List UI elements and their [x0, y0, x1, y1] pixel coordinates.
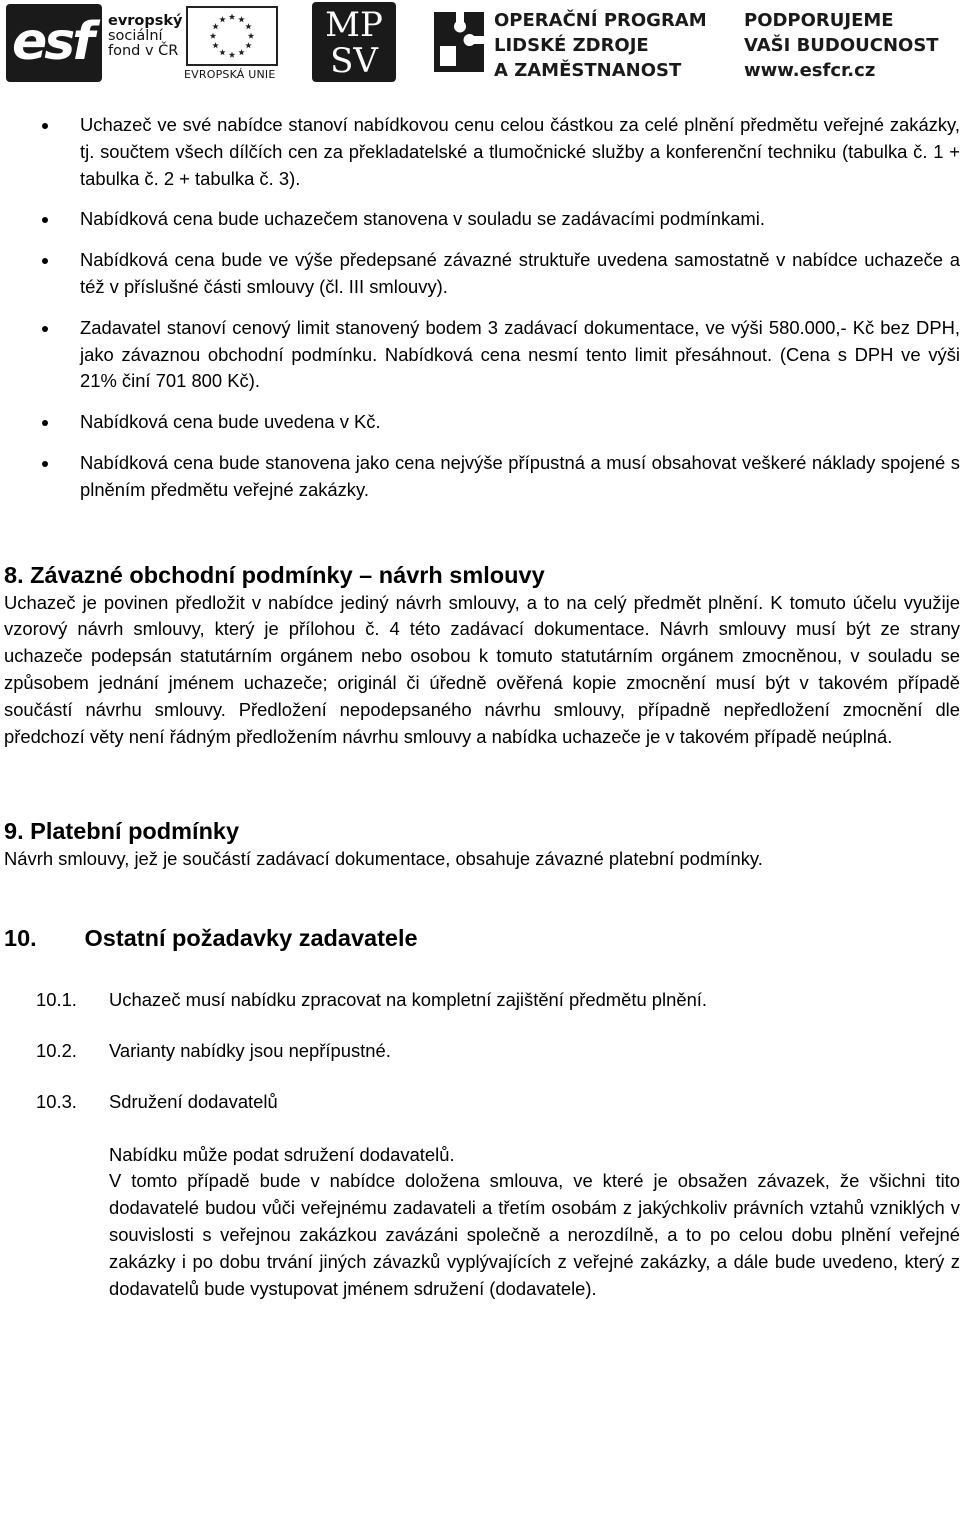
subsection-text: Uchazeč musí nabídku zpracovat na kompletní zajištění předmětu plnění. — [109, 989, 708, 1011]
list-item: Nabídková cena bude stanovena jako cena nejvýše přípustná a musí obsahovat veškeré náklady spojené s plněním předmětu veřejné zakázky. — [4, 450, 960, 504]
section-9-text: Návrh smlouvy, jež je součástí zadávací dokumentace, obsahuje závazné platební podmínky. — [4, 848, 763, 870]
subsection-item — [4, 987, 960, 1014]
mpsv-line-1: MP — [325, 5, 383, 45]
support-logo-text — [744, 8, 939, 83]
puzzle-icon — [430, 6, 488, 78]
section-8-number: 8. — [4, 561, 24, 588]
eu-star-icon — [238, 49, 244, 55]
mpsv-logo-box — [312, 2, 396, 82]
eu-star-icon — [219, 16, 225, 22]
document-body — [4, 112, 960, 1302]
esf-logo-letters: esf — [12, 12, 92, 72]
subsection-text: Sdružení dodavatelů — [109, 1090, 278, 1112]
section-8-text: Uchazeč je povinen předložit v nabídce jediný návrh smlouvy, a to na celý předmět plnění. K tomuto účelu využije vzorový návrh smlouvy, který je přílohou č. 4 této zadávací dokumentace. Návrh smlouvy musí být ze strany uchazeče podepsán statutárním orgánem nebo osobou k tomuto statutárním orgánem zmocněnou, v souladu se způsobem jednání jménem uchazeče; originál či úředně ověřená kopie zmocnění musí být v takovém případě součástí návrhu smlouvy. Předložení nepodepsaného návrhu smlouvy, případně nepředložení zmocnění dle předchozí věty není řádným předložením návrhu smlouvy a nabídka uchazeče je v takovém případě neúplná. — [4, 591, 960, 747]
op-logo-text — [494, 8, 707, 83]
support-line-1: PODPORUJEME — [744, 10, 894, 31]
eu-star-icon — [238, 16, 244, 22]
eu-star-icon — [212, 42, 218, 48]
price-conditions-list — [4, 112, 960, 504]
list-item: Nabídková cena bude uchazečem stanovena v souladu se zadávacími podmínkami. — [4, 206, 960, 233]
esf-line-3: fond v ČR — [108, 43, 179, 59]
esf-logo — [0, 0, 183, 88]
section-10-number: 10. — [4, 925, 37, 952]
mpsv-line-2: SV — [330, 41, 378, 81]
list-item: Nabídková cena bude ve výše předepsané závazné struktuře uvedena samostatně v nabídce uchazeče a též v příslušné části smlouvy (čl. III smlouvy). — [4, 247, 960, 301]
support-line-2: VAŠI BUDOUCNOST — [744, 35, 939, 56]
subsection-text: Varianty nabídky jsou nepřípustné. — [109, 1039, 391, 1061]
section-9-number: 9. — [4, 818, 24, 845]
subsection-number: 10.3. — [36, 1090, 77, 1112]
eu-star-icon — [245, 23, 251, 29]
op-line-2: LIDSKÉ ZDROJE — [494, 35, 649, 56]
section-8-heading — [4, 560, 960, 590]
section-10-items — [4, 987, 960, 1115]
eu-star-icon — [210, 33, 216, 39]
eu-star-icon — [229, 14, 235, 20]
list-item: Zadavatel stanoví cenový limit stanovený bodem 3 zadávací dokumentace, ve výši 580.000,- Kč bez DPH, jako závaznou obchodní podmínku. Nabídková cena nesmí tento limit přesáhnout. (Cena s DPH ve výši 21% činí 701 800 Kč). — [4, 315, 960, 395]
list-item: Nabídková cena bude uvedena v Kč. — [4, 409, 960, 436]
subsection-item — [4, 1038, 960, 1065]
support-logo — [744, 0, 960, 88]
subsection-number: 10.1. — [36, 989, 77, 1011]
esf-line-2: sociální — [108, 28, 163, 44]
mpsv-logo — [312, 0, 396, 88]
section-10-heading — [4, 923, 960, 953]
subsection-10-3-body — [4, 1142, 960, 1303]
subsection-number: 10.2. — [36, 1039, 77, 1061]
op-line-1: OPERAČNÍ PROGRAM — [494, 10, 707, 31]
eu-flag-icon — [186, 6, 278, 66]
eu-star-icon — [219, 49, 225, 55]
esf-logo-mark — [6, 4, 102, 82]
section-8-title: Závazné obchodní podmínky – návrh smlouvy — [30, 561, 545, 588]
section-9-title: Platební podmínky — [30, 818, 240, 845]
esf-line-1: evropský — [108, 13, 183, 29]
eu-star-icon — [229, 52, 235, 58]
eu-star-icon — [245, 42, 251, 48]
support-url: www.esfcr.cz — [744, 60, 876, 81]
list-item: Uchazeč ve své nabídce stanoví nabídkovou cenu celou částkou za celé plnění předmětu veřejné zakázky, tj. součtem všech dílčích cen za překladatelské a tlumočnické služby a konferenční techniku (tabulka č. 1 + tabulka č. 2 + tabulka č. 3). — [4, 112, 960, 192]
eu-star-icon — [212, 23, 218, 29]
section-10-title: Ostatní požadavky zadavatele — [84, 925, 418, 952]
eu-label: EVROPSKÁ UNIE — [184, 68, 276, 81]
eu-star-icon — [248, 33, 254, 39]
op-line-3: A ZAMĚSTNANOST — [494, 60, 682, 81]
subsection-item — [4, 1089, 960, 1116]
eu-logo — [182, 0, 282, 88]
op-logo — [430, 0, 720, 88]
subsection-lead: Nabídku může podat sdružení dodavatelů. — [109, 1143, 455, 1165]
logo-header — [0, 0, 960, 88]
section-9-heading — [4, 816, 960, 846]
subsection-paragraph: V tomto případě bude v nabídce doložena smlouva, ve které je obsažen závazek, že všichni tito dodavatelé budou vůči veřejnému zadavateli a třetím osobám z jakýchkoliv právních vztahů vzniklých v souvislosti s veřejnou zakázkou zavázáni společně a nerozdílně, a to po celou dobu plnění veřejné zakázky i po dobu trvání jiných závazků vyplývajících z veřejné zakázky, a dále bude uvedeno, který z dodavatelů bude vystupovat jménem sdružení (dodavatele). — [109, 1170, 960, 1299]
esf-logo-text — [108, 14, 183, 59]
